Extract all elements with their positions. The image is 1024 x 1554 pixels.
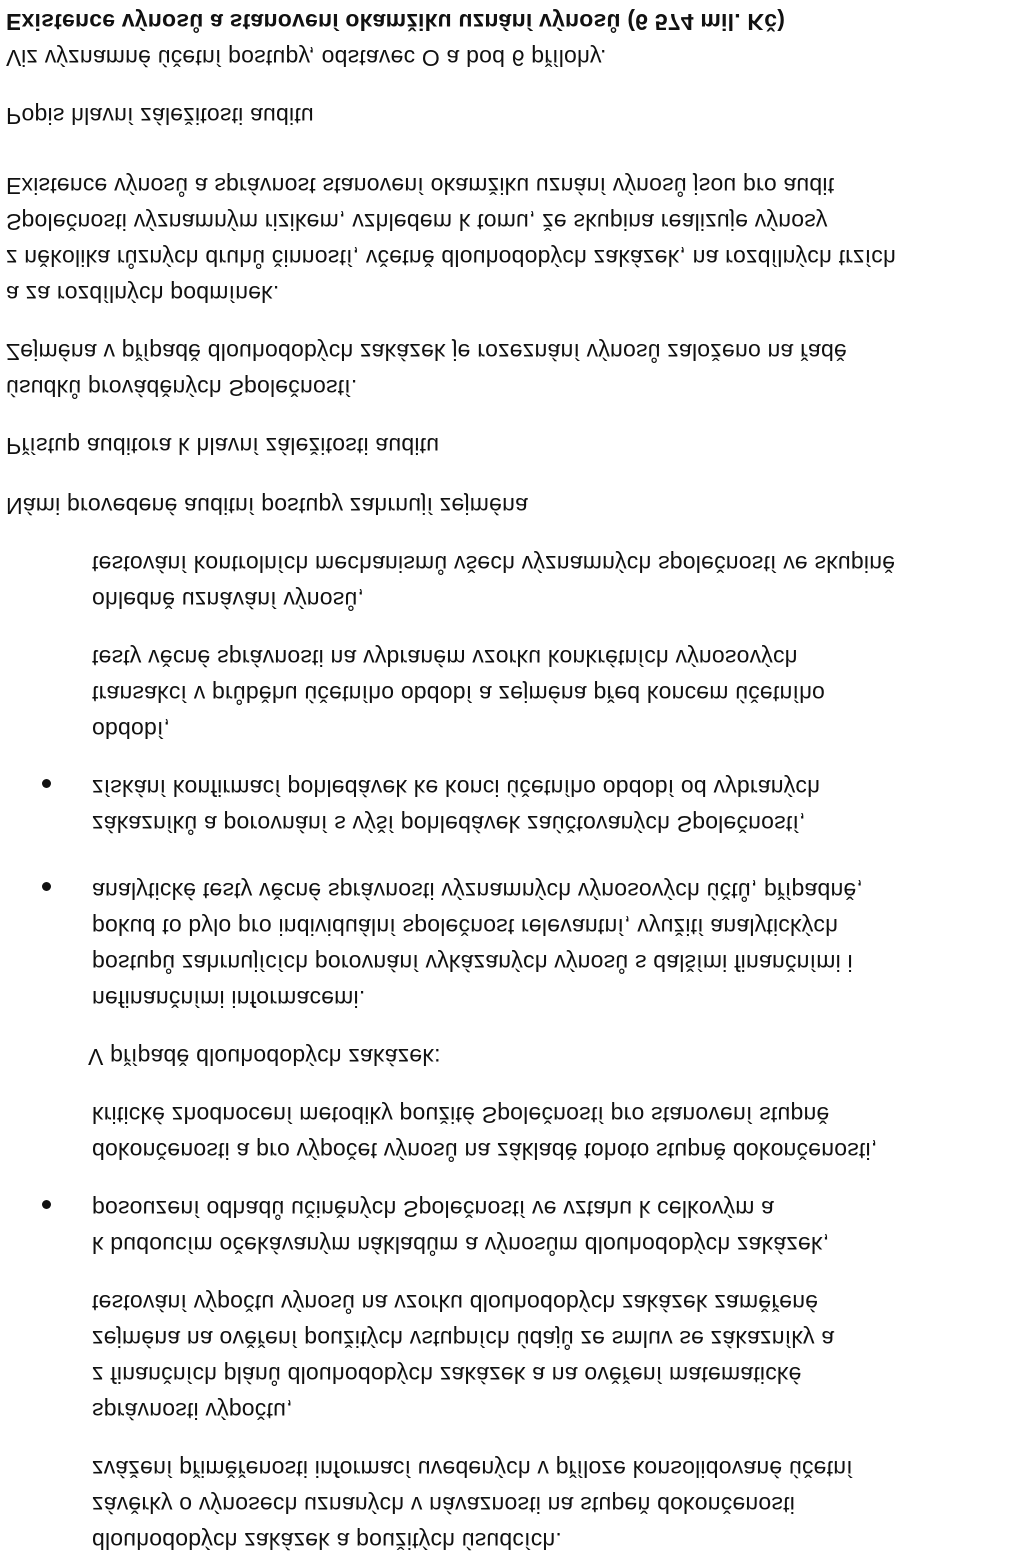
long-term-bullet3-line: testování výpočtu výnosů na vzorku dlouhodobých zakázek zaměřené [92,1290,819,1316]
long-term-bullet4-line: závěrky o výnosech uznaných v návaznosti na stupeň dokončenosti [92,1492,796,1518]
long-term-bullet1-line: dokončenosti a pro výpočet výnosů na základě tohoto stupně dokončenosti, [92,1138,878,1164]
description-title: Popis hlavní záležitosti auditu [6,103,314,129]
long-term-intro: V případě dlouhodobých zakázek: [88,1044,441,1070]
approach-bullet2-line: transakcí v průběhu účetního období a zejména před koncem účetního [92,681,826,707]
section-reference: Viz významné účetní postupy, odstavec O a bod 6 přílohy. [6,45,607,71]
long-term-bullet1-line: kritické zhodnocení metodiky použité Společností pro stanovení stupně [92,1102,830,1128]
approach-title: Přístup auditora k hlavní záležitosti auditu [6,433,440,459]
description-paragraph1-line: z několika různých druhů činností, včetně dlouhodobých zakázek, na rozdílných trzích [6,245,897,271]
bullet-dot [42,779,51,788]
section-heading: Existence výnosů a stanovení okamžiku uznání výnosů (6 574 mil. Kč) [6,9,786,35]
bullet-dot [42,882,51,891]
description-paragraph1-line: Společnosti významným rizikem, vzhledem k tomu, že skupina realizuje výnosy [6,209,828,235]
bullet-dot [42,1200,51,1209]
approach-bullet3-line: zákazníků a porovnání s výší pohledávek zaúčtovaných Společností, [92,811,806,837]
description-paragraph1-line: Existence výnosů a správnost stanovení okamžiku uznání výnosů jsou pro audit [6,173,835,199]
approach-bullet3-line: získání konfirmací pohledávek ke konci účetního období od vybraných [92,775,821,801]
long-term-bullet3-line: správnosti výpočtu, [92,1398,293,1424]
description-paragraph1-line: a za rozdílných podmínek. [6,281,280,307]
long-term-bullet3-line: z finančních plánů dlouhodobých zakázek a na ověření matematické [92,1362,802,1388]
long-term-bullet4-line: zvážení přiměřenosti informací uvedených v příloze konsolidované účetní [92,1456,853,1482]
description-paragraph2-line: Zejména v případě dlouhodobých zakázek je rozeznání výnosů založeno na řadě [6,339,847,365]
long-term-bullet2-line: posouzení odhadů učiněných Společností ve vztahu k celkovým a [92,1196,775,1222]
approach-bullet4-line: pokud to bylo pro individuální společnost relevantní, využití analytických [92,914,839,940]
approach-bullet4-line: analytické testy věcné správnosti významných výnosových účtů, případně, [92,878,864,904]
approach-bullet2-line: období, [92,717,171,743]
approach-bullet1-line: testování kontrolních mechanismů všech významných společností ve skupině [92,551,896,577]
approach-bullet4-line: nefinančními informacemi. [92,986,366,1012]
approach-bullet1-line: ohledně uznávání výnosů, [92,587,365,613]
approach-bullet2-line: testy věcné správnosti na vybraném vzorku konkrétních výnosových [92,645,798,671]
long-term-bullet3-line: zejména na ověření použitých vstupních údajů ze smluv se zákazníky a [92,1326,835,1352]
long-term-bullet4-line: dlouhodobých zakázek a použitých úsudcích. [92,1528,562,1554]
long-term-bullet2-line: k budoucím očekávaným nákladům a výnosům dlouhodobých zakázek, [92,1232,830,1258]
approach-intro: Námi provedené auditní postupy zahrnují zejména [6,493,529,519]
description-paragraph2-line: úsudků prováděných Společností. [6,375,358,401]
approach-bullet4-line: postupů zahrnujících porovnání vykázaných výnosů s dalšími finančními i [92,950,853,976]
